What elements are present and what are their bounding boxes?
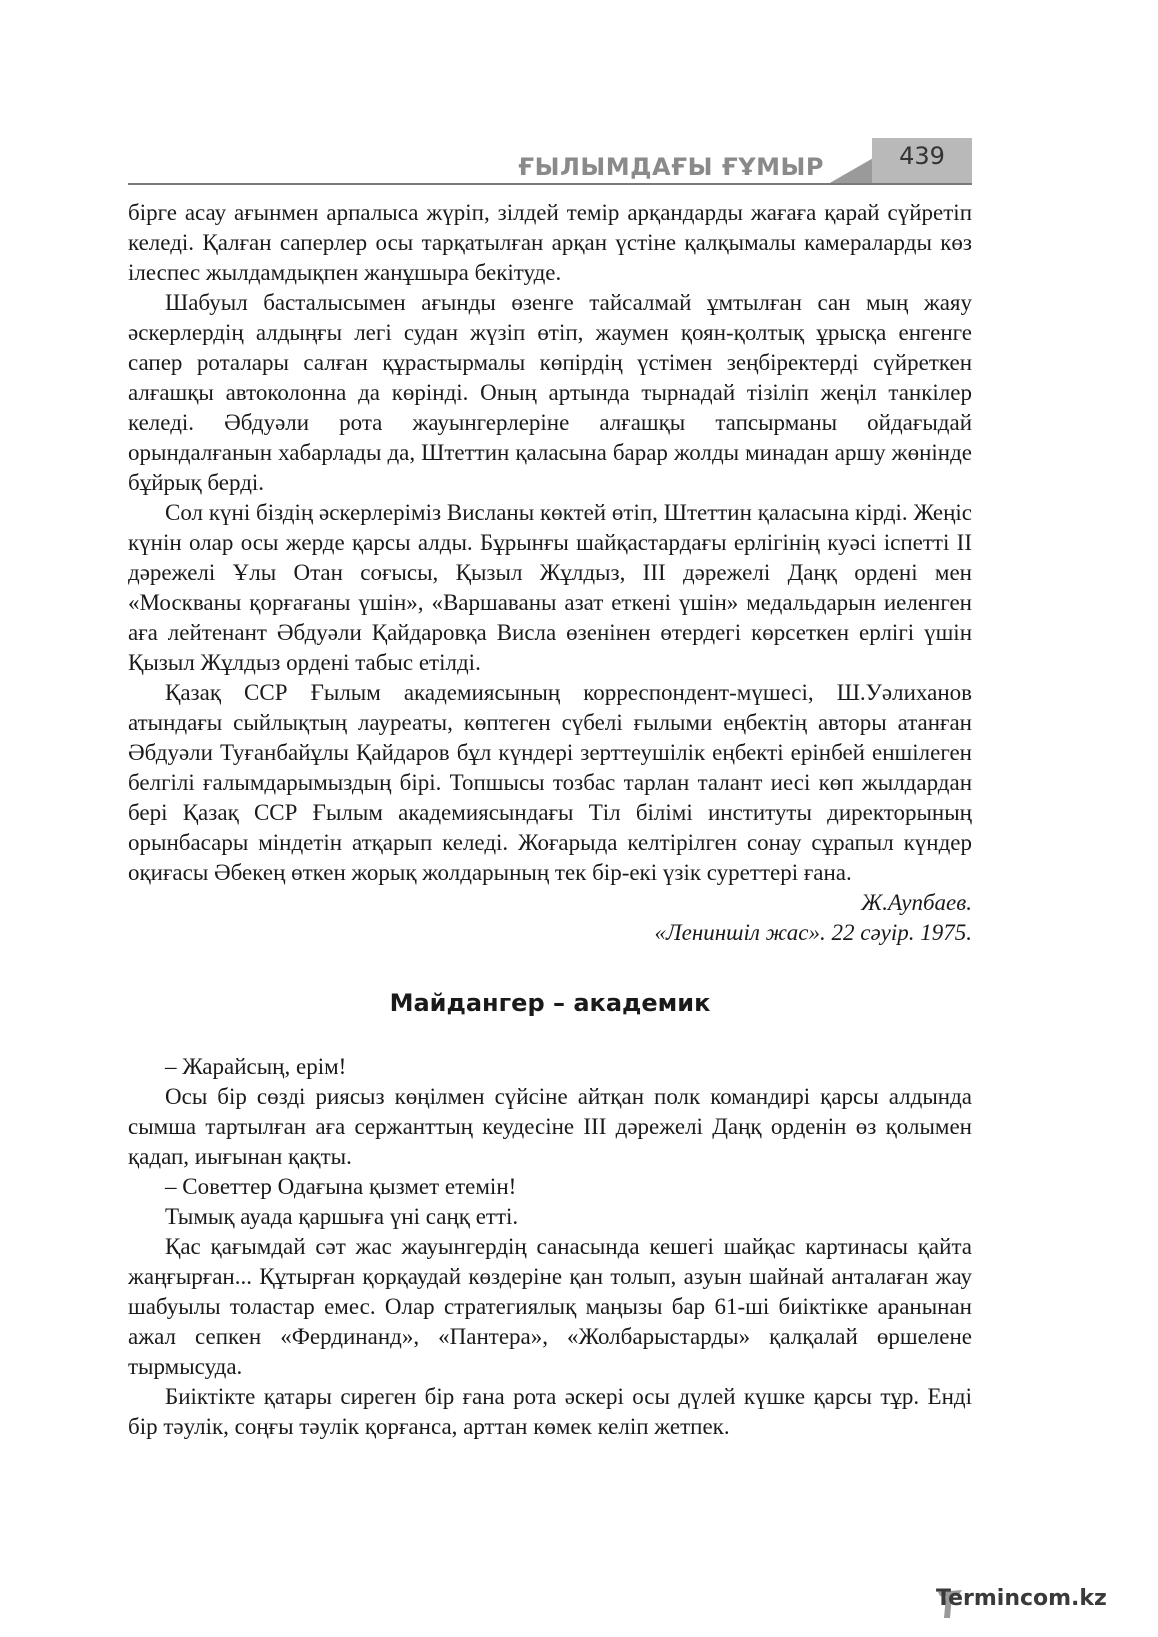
section-paragraph: – Жарайсың, ерім! [165,1054,347,1079]
site-watermark [936,1586,1107,1622]
article-author: Ж.Аупбаев. [861,890,972,915]
running-header [128,138,972,186]
article-paragraph: Шабуыл басталысымен ағынды өзенге тайсалмай ұмтылған сан мың жаяу әскерлердің алдыңғы легі судан жүзіп өтіп, жаумен қоян-қолтық ұрысқа енгенге сапер роталары салған құрастырмалы көпірдің үстімен зеңбіректерді сүйреткен алғашқы автоколонна да көрінді. Оның артында тырнадай тізіліп жеңіл танкілер келеді. Әбдуәли рота жауынгерлеріне алғашқы тапсырманы ойдағыдай орындалғанын хабарлады да, Штеттин қаласына барар жолды минадан аршу жөнінде бұйрық берді. [128,290,972,495]
section-paragraph: Қас қағымдай сәт жас жауынгердің санасында кешегі шайқас картинасы қайта жаңғырған... Құтырған қорқаудай көздеріне қан толып, азуын шайнай анталаған жау шабуылы толастар емес. Олар стратегиялық маңызы бар 61-ші биіктікке аранынан ажал сепкен «Фердинанд», «Пантера», «Жолбарыстарды» қалқалай өршелене тырмысуда. [128,1234,972,1379]
section-paragraph: Тымық ауада қаршыға үні саңқ етті. [165,1204,519,1229]
section-paragraph: Биіктікте қатары сиреген бір ғана рота әскері осы дүлей күшке қарсы тұр. Енді бір тәулік, соңғы тәулік қорғанса, арттан көмек келіп жетпек. [128,1384,972,1439]
running-title: ҒЫЛЫМДАҒЫ ҒҰМЫР [518,153,824,181]
watermark-text: Termincom.kz [936,1586,1107,1611]
section-paragraph: – Советтер Одағына қызмет етемін! [165,1174,517,1199]
page-content [128,198,972,1442]
article-source: «Лениншіл жас». 22 сәуір. 1975. [654,920,972,945]
page-number-box [872,138,972,184]
article-paragraph: Сол күні біздің әскерлеріміз Висланы көктей өтіп, Штеттин қаласына кірді. Жеңіс күнін олар осы жерде қарсы алды. Бұрынғы шайқастардағы ерлігінің куәсі іспетті ІІ дәрежелі Ұлы Отан соғысы, Қызыл Жұлдыз, ІІІ дәрежелі Даңқ ордені мен «Москваны қорғағаны үшін», «Варшаваны азат еткені үшін» медальдарын иеленген аға лейтенант Әбдуәли Қайдаровқа Висла өзенінен өтердегі көрсеткен ерлігі үшін Қызыл Жұлдыз ордені табыс етілді. [128,500,972,675]
article-paragraph: Қазақ ССР Ғылым академиясының корреспондент-мүшесі, Ш.Уәлиханов атындағы сыйлықтың лауреаты, көптеген сүбелі ғылыми еңбектің авторы атанған Әбдуәли Туғанбайұлы Қайдаров бұл күндері зерттеушілік еңбекті ерінбей еншілеген белгілі ғалымдарымыздың бірі. Топшысы тозбас тарлан талант иесі көп жылдардан бері Қазақ ССР Ғылым академиясындағы Тіл білімі институты директорының орынбасары міндетін атқарып келеді. Жоғарыда келтірілген сонау сұрапыл күндер оқиғасы Әбекең өткен жорық жолдарының тек бір-екі үзік суреттері ғана. [128,680,972,885]
page-number: 439 [899,142,945,170]
section-title: Майдангер – академик [389,989,711,1017]
section-paragraph: Осы бір сөзді риясыз көңілмен сүйсіне айтқан полк командирі қарсы алдында сымша тартылған аға сержанттың кеудесіне ІІІ дәрежелі Даңқ орденін өз қолымен қадап, иығынан қақты. [128,1084,972,1169]
header-rule [128,183,972,185]
article-paragraph: бірге асау ағынмен арпалыса жүріп, зілдей темір арқандарды жағаға қарай сүйретіп келеді. Қалған саперлер осы тарқатылған арқан үстіне қалқымалы камераларды көз ілеспес жылдамдықпен жанұшыра бекітуде. [128,200,972,285]
